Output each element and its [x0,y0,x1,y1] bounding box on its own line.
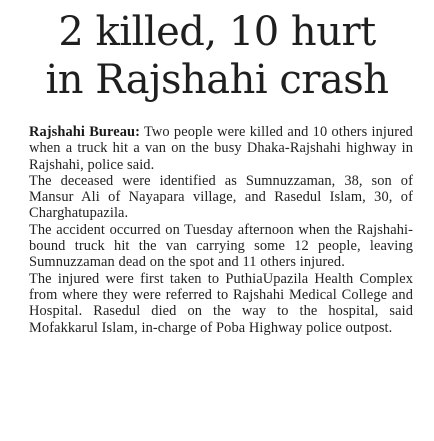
article-paragraph-1 [29,124,413,173]
article-body [29,124,413,336]
article-paragraph-3: The accident occurred on Tuesday afternoon when the Rajshahi-bound truck hit the van carrying some 12 people, leaving Sumnuzzaman dead on the spot and 11 others injured. [29,221,413,271]
dateline: Rajshahi Bureau: [29,124,141,140]
headline-line-1: 2 killed, 10 hurt [58,9,376,55]
headline-line-2: in Rajshahi crash [45,57,389,103]
article-paragraph-2: The deceased were identified as Sumnuzzaman, 38, son of Mansur Ali of Nayapara village, and Rasedul Islam, 30, of Charghatupazila. [29,172,413,222]
article-paragraph-4: The injured were first taken to PuthiaUpazila Health Complex from where they were referred to Rajshahi Medical College and Hospital. Rasedul died on the way to the hospital, said Mofakkarul Islam, in-charge of Poba Highway police outpost. [29,270,413,336]
paragraph-1-text: Two people were killed and 10 others injured when a truck hit a van on the busy Dhaka-Rajshahi highway in Rajshahi, police said. [29,124,413,173]
